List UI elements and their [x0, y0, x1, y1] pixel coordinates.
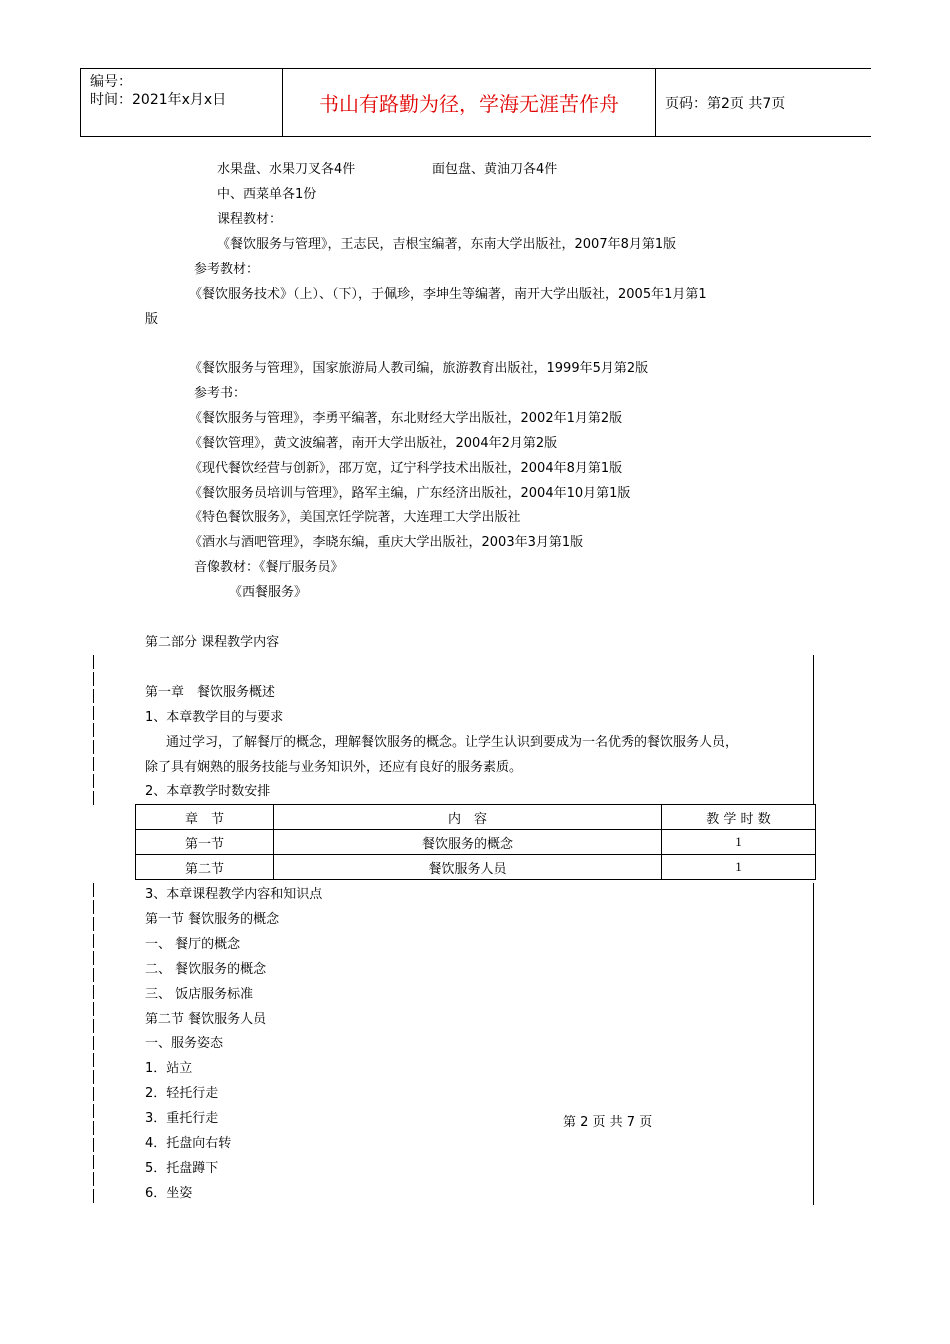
- table-cell: 餐饮服务的概念: [274, 830, 662, 855]
- table-row: [136, 830, 816, 855]
- table-cell: 第一节: [136, 830, 274, 855]
- reference-book-item: 《餐饮服务与管理》，李勇平编著，东北财经大学出版社，2002年1月第2版: [189, 411, 623, 426]
- reference-material-1-line2: 版: [145, 312, 159, 327]
- table-header-cell: 章 节: [136, 805, 274, 830]
- table-row: [136, 855, 816, 880]
- outline-item: 5．托盘蹲下: [145, 1161, 219, 1176]
- header-box: [80, 68, 871, 137]
- outline-item: 二、 餐饮服务的概念: [145, 962, 267, 977]
- table-cell: 餐饮服务人员: [274, 855, 662, 880]
- reference-book-item: 《现代餐饮经营与创新》，邵万宽，辽宁科学技术出版社，2004年8月第1版: [189, 461, 623, 476]
- outline-item: 第一节 餐饮服务的概念: [145, 912, 280, 927]
- table-header-cell: 内 容: [274, 805, 662, 830]
- reference-materials-label: 参考教材：: [194, 262, 260, 277]
- reference-books-label: 参考书：: [194, 386, 247, 401]
- equipment-line2: 中、西菜单各1份: [217, 187, 317, 202]
- table-cell: 第二节: [136, 855, 274, 880]
- reference-material-2: 《餐饮服务与管理》，国家旅游局人教司编，旅游教育出版社，1999年5月第2版: [189, 361, 649, 376]
- chapter1-goal-line1: 通过学习，了解餐厅的概念，理解餐饮服务的概念。让学生认识到要成为一名优秀的餐饮服务人员，: [166, 735, 739, 750]
- right-margin-line: [813, 655, 814, 805]
- reference-book-item: 《餐饮管理》，黄文波编著，南开大学出版社，2004年2月第2版: [189, 436, 558, 451]
- av-materials-label: 音像教材：《餐厅服务员》: [194, 560, 344, 575]
- outline-item: 1．站立: [145, 1061, 193, 1076]
- part2-title: 第二部分 课程教学内容: [145, 635, 280, 650]
- outline-item: 三、 饭店服务标准: [145, 987, 254, 1002]
- header-meta-cell: [81, 69, 283, 136]
- document-number-label: 编号：: [90, 74, 132, 90]
- outline-item: 一、 餐厅的概念: [145, 937, 241, 952]
- chapter1-goal-line2: 除了具有娴熟的服务技能与业务知识外，还应有良好的服务素质。: [145, 760, 523, 775]
- header-motto: 书山有路勤为径，学海无涯苦作舟: [283, 69, 656, 136]
- header-page-label: 页码：第2页 共7页: [665, 95, 786, 112]
- table-cell: 1: [662, 855, 816, 880]
- table-header-cell: 教 学 时 数: [662, 805, 816, 830]
- chapter1-hours-heading: 2、本章教学时数安排: [145, 784, 271, 799]
- chapter1-content-heading: 3、本章课程教学内容和知识点: [145, 887, 323, 902]
- table-cell: 1: [662, 830, 816, 855]
- equipment-line1-left: 水果盘、水果刀叉各4件: [217, 162, 356, 177]
- right-margin-line: [813, 883, 814, 1205]
- outline-item: 3．重托行走: [145, 1111, 219, 1126]
- reference-book-item: 《餐饮服务员培训与管理》，路军主编，广东经济出版社，2004年10月第1版: [189, 486, 631, 501]
- document-time-label: 时间：2021年x月x日: [90, 92, 227, 108]
- outline-item: 2．轻托行走: [145, 1086, 219, 1101]
- av-material-2: 《西餐服务》: [229, 585, 308, 600]
- table-header-row: [136, 805, 816, 830]
- reference-book-item: 《酒水与酒吧管理》，李晓东编，重庆大学出版社，2003年3月第1版: [189, 535, 584, 550]
- equipment-line1-right: 面包盘、黄油刀各4件: [432, 162, 558, 177]
- chapter1-title: 第一章 餐饮服务概述: [145, 685, 276, 700]
- outline-item: 第二节 餐饮服务人员: [145, 1012, 267, 1027]
- hours-table: [135, 804, 816, 880]
- chapter1-goal-heading: 1、本章教学目的与要求: [145, 710, 284, 725]
- reference-material-1-line1: 《餐饮服务技术》（上）、（下），于佩珍，李坤生等编著，南开大学出版社，2005年1月第1: [189, 287, 707, 302]
- outline-item: 4．托盘向右转: [145, 1136, 232, 1151]
- textbook-item: 《餐饮服务与管理》，王志民，吉根宝编著，东南大学出版社，2007年8月第1版: [217, 237, 677, 252]
- outline-item: 6．坐姿: [145, 1186, 193, 1201]
- footer-page-number: 第 2 页 共 7 页: [563, 1115, 653, 1130]
- reference-book-item: 《特色餐饮服务》，美国烹饪学院著，大连理工大学出版社: [189, 510, 521, 525]
- textbook-label: 课程教材：: [217, 212, 283, 227]
- outline-item: 一、服务姿态: [145, 1036, 224, 1051]
